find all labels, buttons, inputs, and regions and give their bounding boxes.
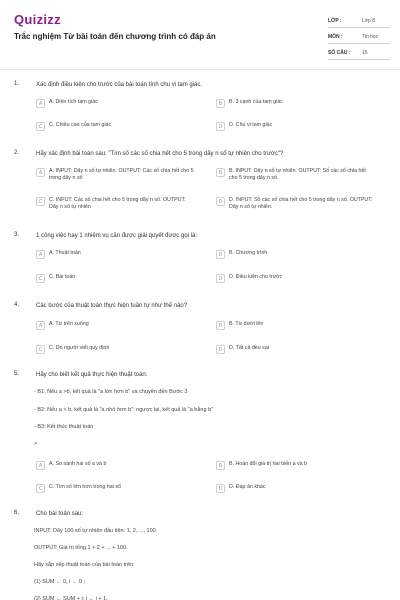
option-letter-box: B bbox=[216, 321, 225, 330]
question-line: > bbox=[34, 441, 38, 447]
meta-row-class bbox=[328, 14, 390, 28]
option-letter-box: D bbox=[216, 484, 225, 493]
option-text: C. Chiều cao của tam giác bbox=[49, 122, 112, 128]
question-text: Các bước của thuật toán thực hiện tuần tự như thế nào? bbox=[36, 303, 188, 309]
meta-value: Lớp 8 bbox=[362, 17, 376, 24]
option-c[interactable] bbox=[36, 345, 211, 354]
worksheet-header bbox=[0, 0, 400, 62]
question-number: 2. bbox=[14, 150, 20, 156]
question-text: Hãy xác định bài toán sau: "Tìm số các số chia hết cho 5 trong dãy n số tự nhiên cho trước"? bbox=[36, 151, 284, 157]
option-text: D. Tất cả đều sai bbox=[229, 345, 269, 351]
question-number: 6. bbox=[14, 510, 20, 516]
header-divider bbox=[0, 69, 400, 70]
question-line: INPUT: Dãy 100 số tự nhiên đầu tiên: 1, 2, ..., 100. bbox=[34, 528, 158, 534]
option-text: A. Thuật toán bbox=[49, 250, 81, 256]
option-letter-box: C bbox=[36, 274, 45, 283]
question-line: - B1: Nếu a >b, kết quả là "a lớn hơn b" và chuyển đến Bước 3 bbox=[34, 389, 188, 395]
question-line: Hãy sắp xếp thuật toán của bài toán trên: bbox=[34, 562, 135, 568]
option-text: D. Chu vi tam giác bbox=[229, 122, 273, 128]
question-line: - B3: Kết thúc thuật toán bbox=[34, 424, 94, 430]
question-text: Hãy cho biết kết quả thực hiện thuật toán: bbox=[36, 372, 148, 378]
option-letter-box: A bbox=[36, 321, 45, 330]
option-letter-box: B bbox=[216, 99, 225, 108]
option-a[interactable] bbox=[36, 321, 211, 330]
option-text: B. 3 cạnh của tam giác bbox=[229, 99, 283, 105]
option-b[interactable] bbox=[216, 250, 391, 259]
option-letter-box: A bbox=[36, 168, 45, 177]
option-d[interactable] bbox=[216, 197, 391, 210]
question-line: (2) SUM ← SUM + i; i ← i + 1; bbox=[34, 596, 108, 600]
option-text: A. So sánh hai số a và b bbox=[49, 461, 107, 467]
option-text: C. Tìm số lớn hơn trong hai số bbox=[49, 484, 121, 490]
question-number: 4. bbox=[14, 302, 20, 308]
option-letter-box: A bbox=[36, 461, 45, 470]
meta-value: 15 bbox=[362, 49, 368, 56]
option-b[interactable] bbox=[216, 99, 391, 108]
option-letter-box: C bbox=[36, 122, 45, 131]
option-text: A. INPUT: Dãy n số tự nhiên. OUTPUT: Các số chia hết cho 5 trong dãy n số bbox=[49, 168, 194, 181]
option-letter-box: B bbox=[216, 250, 225, 259]
option-a[interactable] bbox=[36, 168, 211, 181]
option-c[interactable] bbox=[36, 484, 211, 493]
option-d[interactable] bbox=[216, 345, 391, 354]
question-text: Cho bài toán sau: bbox=[36, 511, 84, 517]
quizizz-logo: Quizizz bbox=[14, 12, 61, 27]
question-number: 1. bbox=[14, 81, 20, 87]
meta-row-count bbox=[328, 46, 390, 60]
question-number: 3. bbox=[14, 232, 20, 238]
option-c[interactable] bbox=[36, 197, 211, 210]
option-d[interactable] bbox=[216, 274, 391, 283]
option-text: B. Hoán đổi giá trị hai biến a và b bbox=[229, 461, 308, 467]
option-letter-box: C bbox=[36, 345, 45, 354]
meta-row-subject bbox=[328, 30, 390, 44]
option-d[interactable] bbox=[216, 484, 391, 493]
worksheet-meta bbox=[328, 14, 390, 62]
question-text: Xác định điều kiện cho trước của bài toán tính chu vi tam giác. bbox=[36, 82, 203, 88]
option-text: B. Từ dưới lên bbox=[229, 321, 264, 327]
meta-value: Tin học bbox=[362, 33, 379, 40]
option-letter-box: D bbox=[216, 345, 225, 354]
option-letter-box: A bbox=[36, 250, 45, 259]
option-text: D. INPUT: Số các số chia hết cho 5 trong dãy n số. OUTPUT: Dãy n số tự nhiên. bbox=[229, 197, 373, 210]
option-a[interactable] bbox=[36, 461, 211, 470]
option-text: C. INPUT: Các số chia hết cho 5 trong dãy n số. OUTPUT: Dãy n số tự nhiên bbox=[49, 197, 186, 210]
option-letter-box: C bbox=[36, 484, 45, 493]
option-text: B. INPUT: Dãy n số tự nhiên. OUTPUT: Số các số chia hết cho 5 trong dãy n số. bbox=[229, 168, 366, 181]
option-text: D. Đáp án khác bbox=[229, 484, 266, 490]
option-c[interactable] bbox=[36, 274, 211, 283]
option-letter-box: B bbox=[216, 461, 225, 470]
option-letter-box: D bbox=[216, 274, 225, 283]
meta-label: SỐ CÂU : bbox=[328, 49, 351, 56]
question-line: - B2: Nếu a < b, kết quả là "a nhỏ hơn b"; ngược lại, kết quả là "a bằng b" bbox=[34, 407, 214, 413]
option-c[interactable] bbox=[36, 122, 211, 131]
option-text: C. Do người viết quy định bbox=[49, 345, 110, 351]
option-text: A. Từ trên xuống bbox=[49, 321, 89, 327]
worksheet-title: Trắc nghiệm Từ bài toán đến chương trình có đáp án bbox=[14, 32, 216, 41]
option-letter-box: C bbox=[36, 197, 45, 206]
option-letter-box: A bbox=[36, 99, 45, 108]
option-text: D. Điều kiện cho trước bbox=[229, 274, 283, 280]
option-a[interactable] bbox=[36, 250, 211, 259]
option-letter-box: D bbox=[216, 197, 225, 206]
option-text: A. Diện tích tam giác bbox=[49, 99, 98, 105]
option-a[interactable] bbox=[36, 99, 211, 108]
option-b[interactable] bbox=[216, 168, 391, 181]
option-b[interactable] bbox=[216, 321, 391, 330]
option-text: B. Chương trình bbox=[229, 250, 268, 256]
option-letter-box: D bbox=[216, 122, 225, 131]
option-b[interactable] bbox=[216, 461, 391, 470]
option-text: C. Bài toán bbox=[49, 274, 76, 280]
question-text: 1 công việc hay 1 nhiệm vụ cần được giải quyết được gọi là: bbox=[36, 233, 197, 239]
option-d[interactable] bbox=[216, 122, 391, 131]
question-line: (1) SUM ← 0, i ← 0 ; bbox=[34, 579, 86, 585]
question-line: OUTPUT: Giá trị tổng 1 + 2 + ... + 100. bbox=[34, 545, 128, 551]
meta-label: LỚP : bbox=[328, 17, 342, 24]
meta-label: MÔN : bbox=[328, 33, 343, 40]
option-letter-box: B bbox=[216, 168, 225, 177]
question-number: 5. bbox=[14, 371, 20, 377]
